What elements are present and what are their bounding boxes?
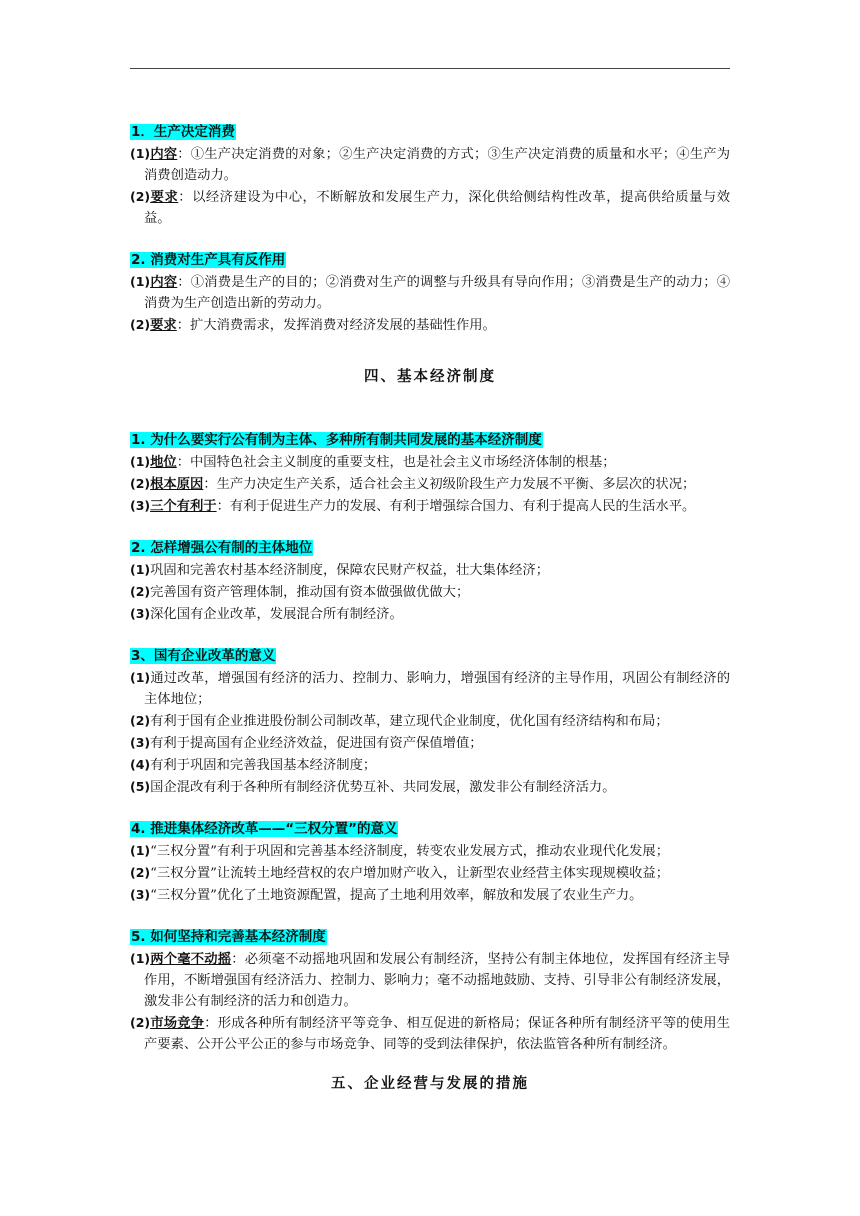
list-item: (4)有利于巩固和完善我国基本经济制度； [130,757,377,773]
heading-soe-reform-significance: 3、国有企业改革的意义 [131,648,276,664]
list-item: (1)地位：中国特色社会主义制度的重要支柱，也是社会主义市场经济体制的根基； [130,454,616,470]
list-item: (1)内容：①消费是生产的目的；②消费对生产的调整与升级具有导向作用；③消费是生产的动力；④消费为生产创造出新的劳动力。 [130,274,731,311]
list-item: (1)通过改革，增强国有经济的活力、控制力、影响力，增强国有经济的主导作用，巩固公有制经济的主体地位； [130,670,730,707]
list-item: (2)有利于国有企业推进股份制公司制改革，建立现代企业制度，优化国有经济结构和布局； [130,713,669,729]
list-item: (2)要求：扩大消费需求，发挥消费对经济发展的基础性作用。 [130,317,496,333]
header-rule [130,68,730,69]
list-item: (3)三个有利于：有利于促进生产力的发展、有利于增强综合国力、有利于提高人民的生活水平。 [130,498,696,514]
list-item: (5)国企混改有利于各种所有制经济优势互补、共同发展，激发非公有制经济活力。 [130,779,616,795]
list-item: (1)内容：①生产决定消费的对象；②生产决定消费的方式；③生产决定消费的质量和水平；④生产为消费创造动力。 [130,146,731,183]
document-body [130,122,730,1095]
heading-why-public-ownership: 1. 为什么要实行公有制为主体、多种所有制共同发展的基本经济制度 [131,432,542,448]
heading-strengthen-public-ownership: 2. 怎样增强公有制的主体地位 [131,540,313,556]
list-item: (2)市场竞争：形成各种所有制经济平等竞争、相互促进的新格局；保证各种所有制经济平等的使用生产要素、公开公平公正的参与市场竞争、同等的受到法律保护，依法监管各种所有制经济。 [130,1015,731,1052]
list-item: (1)巩固和完善农村基本经济制度，保障农民财产权益，壮大集体经济； [130,562,550,578]
list-item: (2)“三权分置”让流转土地经营权的农户增加财产收入，让新型农业经营主体实现规模收益； [130,865,670,881]
list-item: (3)深化国有企业改革，发展混合所有制经济。 [130,606,403,622]
list-item: (3)有利于提高国有企业经济效益，促进国有资产保值增值； [130,735,483,751]
list-item: (2)要求：以经济建设为中心，不断解放和发展生产力，深化供给侧结构性改革，提高供给质量与效益。 [130,189,731,226]
heading-uphold-basic-system: 5. 如何坚持和完善基本经济制度 [131,929,326,945]
list-item: (1)“三权分置”有利于巩固和完善基本经济制度，转变农业发展方式，推动农业现代化发展； [130,843,670,859]
section-title-enterprise-measures: 五、企业经营与发展的措施 [331,1076,529,1092]
list-item: (2)完善国有资产管理体制，推动国有资本做强做优做大； [130,584,470,600]
heading-consumption-reacts-production: 2. 消费对生产具有反作用 [131,252,286,268]
list-item: (2)根本原因：生产力决定生产关系，适合社会主义初级阶段生产力发展不平衡、多层次的状况； [130,476,696,492]
list-item: (1)两个毫不动摇：必须毫不动摇地巩固和发展公有制经济，坚持公有制主体地位，发挥国有经济主导作用，不断增强国有经济活力、控制力、影响力；毫不动摇地鼓励、支持、引导非公有制经济发展，激发非公有制经济的活力和创造力。 [130,951,731,1009]
heading-production-determines-consumption: 1．生产决定消费 [131,124,235,140]
list-item: (3)“三权分置”优化了土地资源配置，提高了土地利用效率，解放和发展了农业生产力。 [130,887,643,903]
section-title-basic-economic-system: 四、基本经济制度 [364,369,496,385]
heading-three-rights-separation: 4. 推进集体经济改革——“三权分置”的意义 [131,821,398,837]
